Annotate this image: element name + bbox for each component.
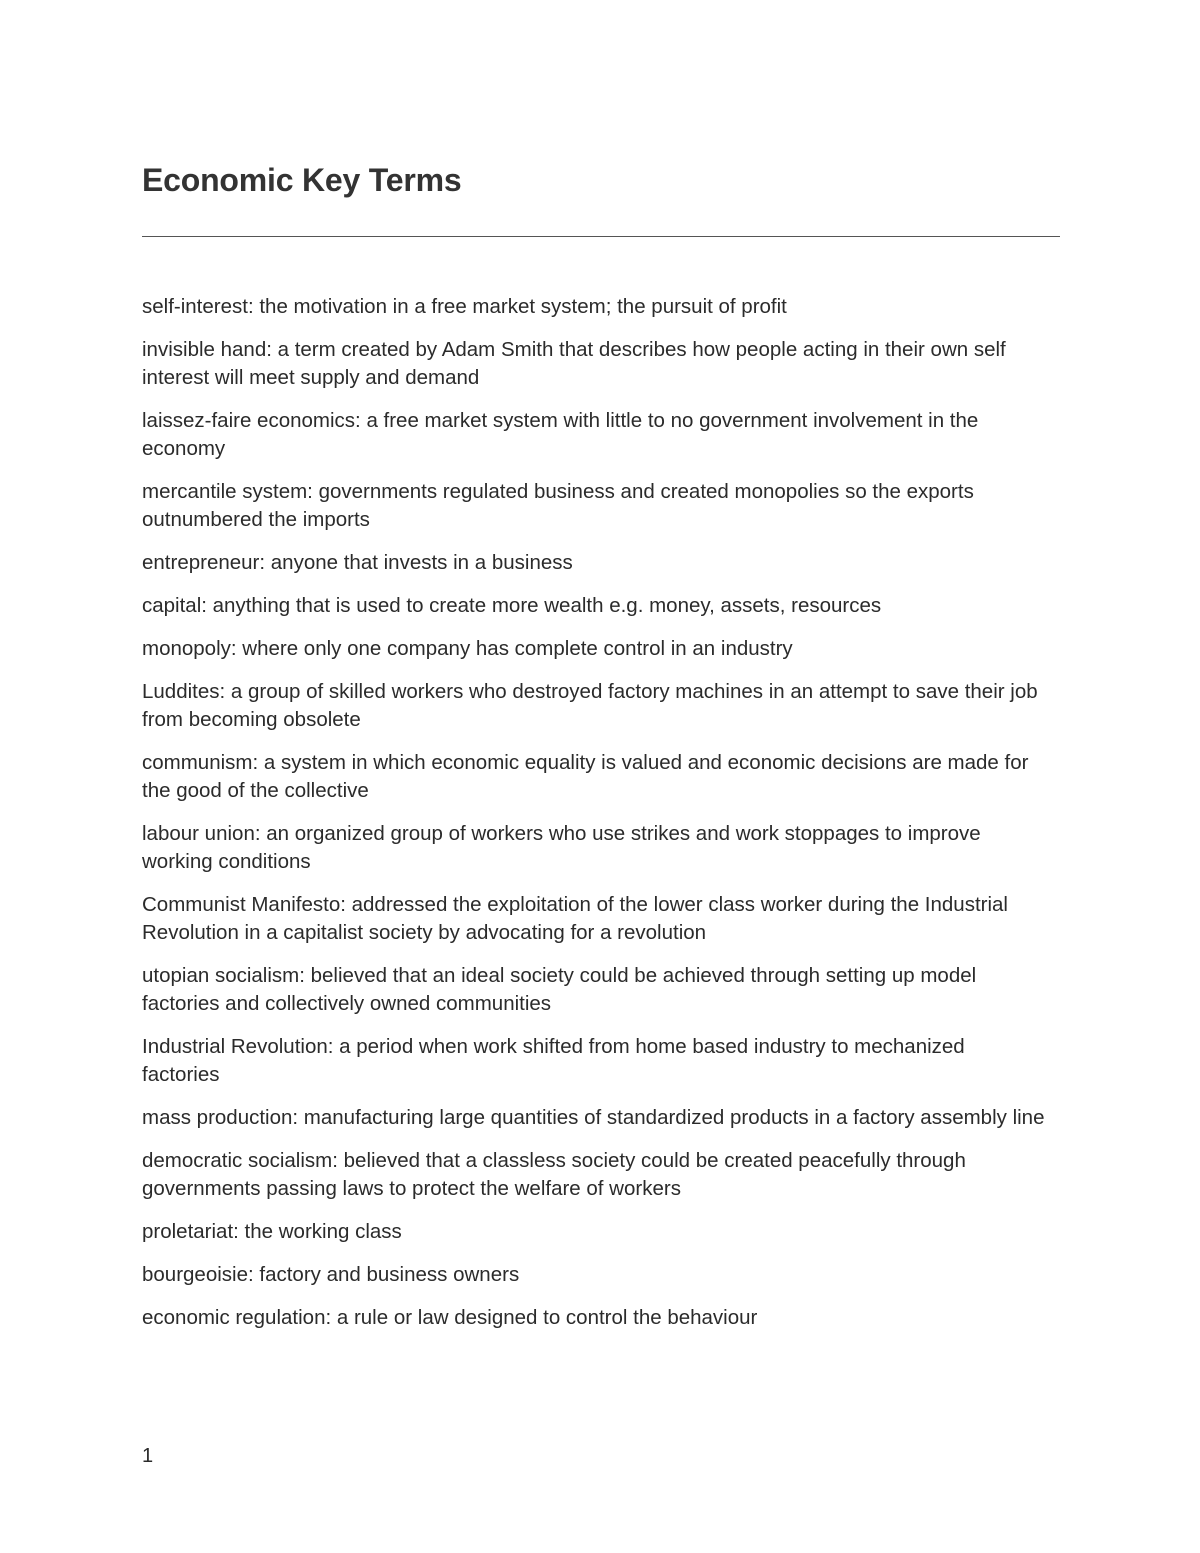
term-invisible-hand: invisible hand: a term created by Adam Smith that describes how people acting in their own self interest will meet supply and demand: [142, 338, 1006, 389]
page-number: 1: [142, 1445, 154, 1467]
term-communism: communism: a system in which economic equality is valued and economic decisions are made for the good of the collective: [142, 751, 1029, 802]
term-self-interest: self-interest: the motivation in a free market system; the pursuit of profit: [142, 295, 787, 318]
term-capital: capital: anything that is used to create more wealth e.g. money, assets, resources: [142, 594, 882, 617]
term-proletariat: proletariat: the working class: [142, 1220, 402, 1243]
term-democratic-socialism: democratic socialism: believed that a classless society could be created peacefully through governments passing laws to protect the welfare of workers: [142, 1149, 966, 1200]
term-labour-union: labour union: an organized group of workers who use strikes and work stoppages to improve working conditions: [142, 822, 981, 873]
page-title: Economic Key Terms: [142, 162, 462, 198]
term-utopian-socialism: utopian socialism: believed that an ideal society could be achieved through setting up model factories and collectively owned communities: [142, 964, 977, 1015]
term-luddites: Luddites: a group of skilled workers who destroyed factory machines in an attempt to save their job from becoming obsolete: [142, 680, 1038, 731]
term-economic-regulation: economic regulation: a rule or law designed to control the behaviour: [142, 1306, 758, 1329]
term-laissez-faire: laissez-faire economics: a free market system with little to no government involvement in the economy: [142, 409, 979, 460]
term-bourgeoisie: bourgeoisie: factory and business owners: [142, 1263, 520, 1286]
key-terms-list: [142, 293, 1047, 1347]
term-industrial-revolution: Industrial Revolution: a period when work shifted from home based industry to mechanized factories: [142, 1035, 965, 1086]
title-divider: [142, 236, 1060, 237]
term-mercantile-system: mercantile system: governments regulated business and created monopolies so the exports outnumbered the imports: [142, 480, 974, 531]
term-monopoly: monopoly: where only one company has complete control in an industry: [142, 637, 793, 660]
term-communist-manifesto: Communist Manifesto: addressed the exploitation of the lower class worker during the Industrial Revolution in a capitalist society by advocating for a revolution: [142, 893, 1008, 944]
term-mass-production: mass production: manufacturing large quantities of standardized products in a factory assembly line: [142, 1106, 1045, 1129]
term-entrepreneur: entrepreneur: anyone that invests in a business: [142, 551, 573, 574]
